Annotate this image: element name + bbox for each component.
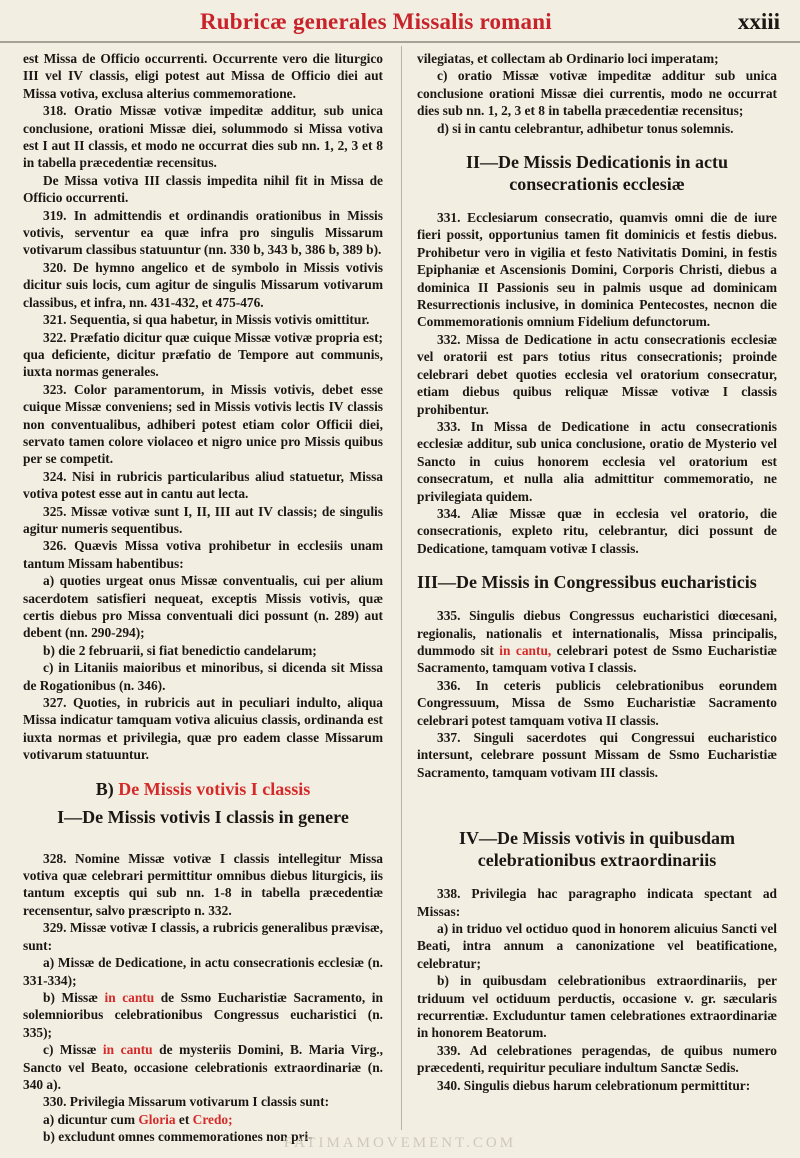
paragraph-318-b: De Missa votiva III classis impedita nihil fit in Missa de Officio occurrenti. xyxy=(23,172,383,206)
section-heading-b xyxy=(23,778,383,800)
paragraph-318: 318. Oratio Missæ votivæ impeditæ additur, sub unica conclusione, orationi Missæ diei, solummodo si Missa votiva est I aut II classis, et modo ne occurrat dies sub nn. 1, 2, 3 et 8 in tabella præcedentiæ recensitus. xyxy=(23,103,383,171)
paragraph-319: 319. In admittendis et ordinandis orationibus in Missis votivis, serventur ea quæ infra pro singulis Missarum votivarum classibus statuuntur (nn. 330 b, 343 b, 386 b, 389 b). xyxy=(23,207,383,258)
column-divider xyxy=(401,46,402,1130)
paragraph-330-c: c) oratio Missæ votivæ impeditæ additur sub unica conclusione orationi Missæ diei currentis, modo ne occurrat dies sub nn. 1, 2, 3 et 8 in tabella præcedentiæ recensitus; xyxy=(417,68,777,119)
paragraph-325: 325. Missæ votivæ sunt I, II, III aut IV classis; de singulis agitur numeris sequentibus. xyxy=(23,503,383,536)
section-heading-b-title: De Missis votivis I classis xyxy=(118,778,311,799)
paragraph-329: 329. Missæ votivæ I classis, a rubricis generalibus prævisæ, sunt: xyxy=(23,920,383,953)
paragraph-332: 332. Missa de Dedicatione in actu consecrationis ecclesiæ vel oratorii est pars totius ritus consecrationis; proinde celebrari debet quoties ecclesia vel oratorium consecratur, etiam diebus quibus reliquæ Missæ votivæ I classis prohibentur. xyxy=(417,331,777,417)
section-heading-b-prefix: B) xyxy=(95,778,114,799)
section-heading-ii: II—De Missis Dedicationis in actu consecrationis ecclesiæ xyxy=(465,152,728,195)
paragraph-326: 326. Quævis Missa votiva prohibetur in ecclesiis unam tantum Missam habentibus: xyxy=(23,538,383,571)
paragraph-338: 338. Privilegia hac paragrapho indicata spectant ad Missas: xyxy=(417,886,777,919)
left-column xyxy=(23,50,383,1146)
paragraph-340: 340. Singulis diebus harum celebrationum permittitur: xyxy=(437,1077,751,1093)
rubric-in-cantu: in cantu, xyxy=(499,642,552,658)
paragraph-327: 327. Quoties, in rubricis aut in peculiari indulto, aliqua Missa indicatur tamquam votiva alicuius classis, ordinanda est iuxta normas et privilegia, quæ pro eadem classe Missarum votivarum statuuntur. xyxy=(23,695,383,763)
paragraph-331: 331. Ecclesiarum consecratio, quamvis omni die de iure fieri possit, opportunius tamen fit dominicis et festis diebus. Prohibetur vero in vigilia et festo Nativitatis Domini, in festis Epiphaniæ et Ascensionis Domini, Corporis Christi, diebus a dominica II Passionis seu in palmis usque ad dominicam Resurrectionis inclusive, in dominica Pentecostes, necnon die Commemorationis omnium Fidelium defunctorum. xyxy=(417,210,777,330)
paragraph-326-a: a) quoties urgeat onus Missæ conventualis, cui per alium sacerdotem satisfieri nequeat, exceptis Missis votivis, quæ certis diebus pro Missa conventuali dici possunt (n. 289) aut debent (nn. 290-294); xyxy=(23,573,383,641)
rubric-in-cantu: in cantu xyxy=(102,1042,153,1058)
paragraph-336: 336. In ceteris publicis celebrationibus eorundem Congressuum, Missa de Ssmo Eucharistiæ Sacramento celebrari potest tamquam votiva II classis. xyxy=(417,677,777,728)
page-number: xxiii xyxy=(737,9,780,34)
rubric-gloria: Gloria xyxy=(138,1111,176,1127)
page-header xyxy=(0,0,800,44)
paragraph-320: 320. De hymno angelico et de symbolo in Missis votivis dicitur suis locis, cum agitur de singulis Missarum votivarum classibus, et infra, nn. 431-432, et 475-476. xyxy=(23,259,383,310)
paragraph-321: 321. Sequentia, si qua habetur, in Missis votivis omittitur. xyxy=(43,312,370,328)
paragraph-335: 335. Singulis diebus Congressus eucharistici diœcesani, regionalis, nationalis et internationalis, Missa principalis, dummodo sit in cantu, celebrari potest de Ssmo Eucharistiæ Sacramento, tamquam votiva I classis. xyxy=(417,608,777,676)
paragraph-333: 333. In Missa de Dedicatione in actu consecrationis ecclesiæ additur, sub unica conclusione, oratio de Mysterio vel Sancto in cuius honorem ecclesia vel oratorium est consecratum, et nulla alia admittitur commemoratio, ne privilegiata quidem. xyxy=(417,418,777,504)
paragraph-339: 339. Ad celebrationes peragendas, de quibus numero præcedenti, requiritur peculiare indultum Sanctæ Sedis. xyxy=(417,1042,777,1076)
paragraph-326-b: b) die 2 februarii, si fiat benedictio candelarum; xyxy=(43,642,317,658)
paragraph-334: 334. Aliæ Missæ quæ in ecclesia vel oratorio, die consecrationis, expleto ritu, celebrantur, dici possunt de Dedicatione, tamquam votivæ I classis. xyxy=(417,505,777,556)
paragraph-330-d: d) si in cantu celebrantur, adhibetur tonus solemnis. xyxy=(437,120,734,136)
paragraph-337: 337. Singuli sacerdotes qui Congressui eucharistico intersunt, celebrare possunt Missam de Ssmo Eucharistiæ Sacramento, tamquam votivam III classis. xyxy=(417,730,777,780)
paragraph-329-b: b) Missæ in cantu de Ssmo Eucharistiæ Sacramento, in solemnioribus celebrationibus Congressus eucharistici (n. 335); xyxy=(23,989,383,1040)
paragraph-323: 323. Color paramentorum, in Missis votivis, debet esse cuique Missæ conveniens; sed in Missis votivis lectis IV classis non conventualibus, adhiberi potest etiam color Officii diei, servato tamen colore violaceo et nigro unice pro Missis quibus per se competit. xyxy=(23,381,383,467)
paragraph-322: 322. Præfatio dicitur quæ cuique Missæ votivæ propria est; qua deficiente, dicitur præfatio de Tempore aut communis, iuxta normas generales. xyxy=(23,329,383,380)
paragraph-330-a: a) dicuntur cum Gloria et Credo; xyxy=(43,1111,233,1127)
paragraph-338-b: b) in quibusdam celebrationibus extraordinariis, per triduum vel octiduum perductis, occasione v. gr. sæcularis recurrentiæ. Excluduntur tamen celebrationes extraordinariæ in honorem Beatorum. xyxy=(417,973,777,1041)
section-heading-i: I—De Missis votivis I classis in genere xyxy=(57,806,349,827)
paragraph-330-b: b) excludunt omnes commemorationes non pri- xyxy=(43,1129,313,1145)
paragraph-328: 328. Nomine Missæ votivæ I classis intellegitur Missa votiva quæ celebrari permittitur omnibus diebus liturgicis, iis tantum exceptis qui sub nn. 1-8 in tabella præcedentiæ recensentur, salvo præscripto n. 332. xyxy=(23,850,383,918)
header-rule xyxy=(0,41,800,43)
running-title: Rubricæ generales Missalis romani xyxy=(200,9,552,34)
right-column xyxy=(417,50,777,1094)
section-heading-iv: IV—De Missis votivis in quibusdam celebrationibus extraordinariis xyxy=(458,828,736,871)
paragraph-338-a: a) in triduo vel octiduo quod in honorem alicuius Sancti vel Beati, intra annum a canonizatione vel beatificatione, celebratur; xyxy=(417,921,777,971)
paragraph-326-c: c) in Litaniis maioribus et minoribus, si dicenda sit Missa de Rogationibus (n. 346). xyxy=(23,660,383,693)
paragraph-324: 324. Nisi in rubricis particularibus aliud statuetur, Missa votiva potest esse aut in cantu aut lecta. xyxy=(23,468,383,502)
paragraph-continued: est Missa de Officio occurrenti. Occurrente vero die liturgico III vel IV classis, eligi potest aut Missa de Officio diei aut Missa votiva, exclusa alterius commemoratione. xyxy=(23,51,383,101)
rubric-credo: Credo; xyxy=(192,1111,233,1127)
paragraph-330: 330. Privilegia Missarum votivarum I classis sunt: xyxy=(43,1094,330,1110)
paragraph-329-c: c) Missæ in cantu de mysteriis Domini, B. Maria Virg., Sancto vel Beato, occasione celebrationis extraordinariæ (n. 340 a). xyxy=(23,1042,383,1092)
paragraph-continued: vilegiatas, et collectam ab Ordinario loci imperatam; xyxy=(417,51,719,66)
watermark: FATIMAMOVEMENT.COM xyxy=(283,1135,517,1151)
paragraph-329-a: a) Missæ de Dedicatione, in actu consecrationis ecclesiæ (n. 331-334); xyxy=(23,955,383,988)
section-heading-iii: III—De Missis in Congressibus eucharisticis xyxy=(417,572,757,593)
rubric-in-cantu: in cantu xyxy=(104,989,155,1005)
